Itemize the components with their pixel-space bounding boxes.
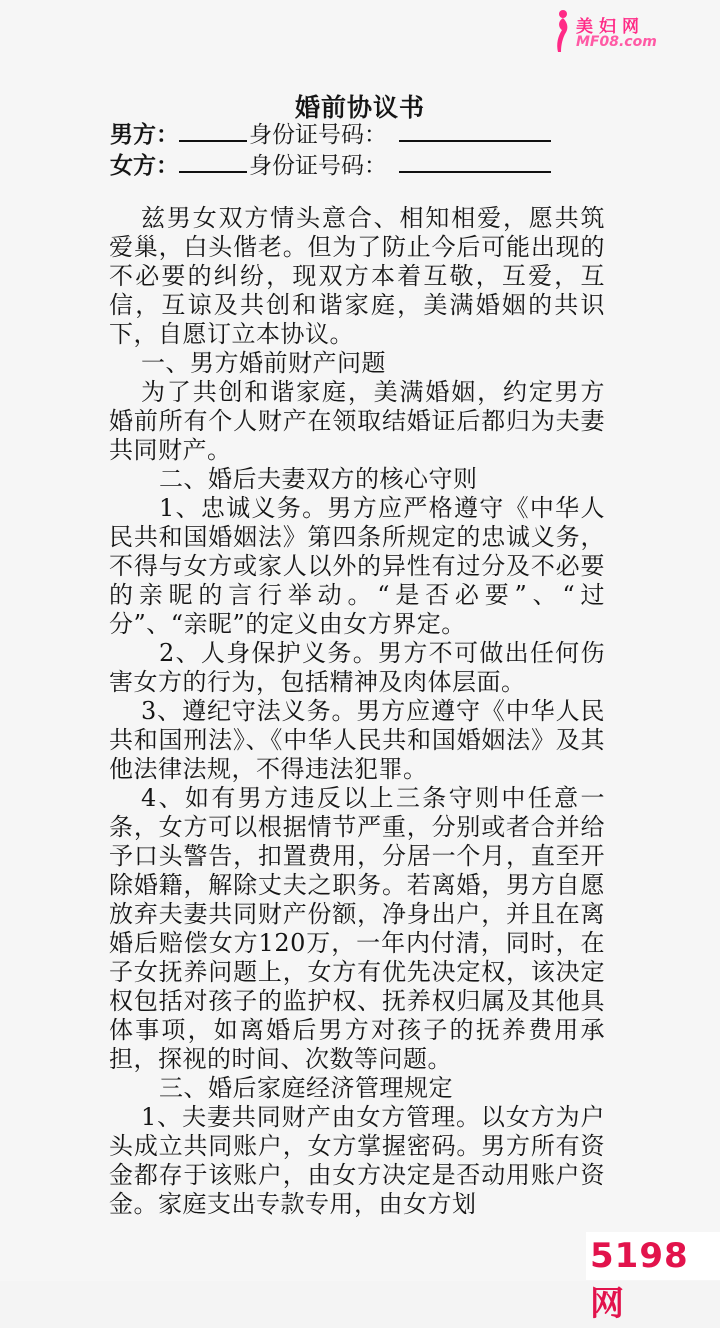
wife-id-blank <box>399 149 551 173</box>
watermark-bottom: 5198网 <box>586 1232 720 1280</box>
section-heading: 二、婚后夫妻双方的核心守则 <box>159 465 478 493</box>
clause-paragraph: 2、人身保护义务。男方不可做出任何伤害女方的行为，包括精神及肉体层面。 <box>109 639 605 696</box>
clause-paragraph: 1、忠诚义务。男方应严格遵守《中华人民共和国婚姻法》第四条所规定的忠诚义务，不得与女方或家人以外的异性有过分及不必要的亲昵的言行举动。“是否必要”、“过分”、“亲昵”的定义由女方界定。 <box>109 494 605 638</box>
wife-line <box>110 149 551 179</box>
document-title: 婚前协议书 <box>294 93 425 122</box>
preamble-paragraph: 兹男女双方情头意合、相知相爱，愿共筑爱巢，白头偕老。但为了防止今后可能出现的不必要的纠纷，现双方本着互敬，互爱，互信，互谅及共创和谐家庭，美满婚姻的共识下，自愿订立本协议。 <box>109 204 605 348</box>
husband-id-blank <box>399 118 551 142</box>
husband-line <box>110 118 551 148</box>
wife-name-blank <box>179 149 247 173</box>
watermark-site-url: MF08.com <box>576 34 657 50</box>
wife-label: 女方： <box>110 152 179 179</box>
husband-label: 男方： <box>110 121 179 148</box>
wife-id-label: 身份证号码： <box>249 153 387 179</box>
clause-paragraph: 4、如有男方违反以上三条守则中任意一条，女方可以根据情节严重，分别或者合并给予口头警告，扣置费用，分居一个月，直至开除婚籍，解除丈夫之职务。若离婚，男方自愿放弃夫妻共同财产份额，净身出户，并且在离婚后赔偿女方120万，一年内付清，同时，在子女抚养问题上，女方有优先决定权，该决定权包括对孩子的监护权、抚养权归属及其他具体事项，如离婚后男方对孩子的抚养费用承担，探视的时间、次数等问题。 <box>109 784 605 1073</box>
section-heading: 三、婚后家庭经济管理规定 <box>159 1074 453 1102</box>
clause-paragraph: 3、遵纪守法义务。男方应遵守《中华人民共和国刑法》、《中华人民共和国婚姻法》及其他法律法规，不得违法犯罪。 <box>109 697 605 783</box>
husband-id-label: 身份证号码： <box>249 122 387 148</box>
clause-paragraph: 为了共创和谐家庭，美满婚姻，约定男方婚前所有个人财产在领取结婚证后都归为夫妻共同财产。 <box>109 378 605 464</box>
clause-paragraph: 1、夫妻共同财产由女方管理。以女方为户头成立共同账户，女方掌握密码。男方所有资金都存于该账户，由女方决定是否动用账户资金。家庭支出专款专用，由女方划 <box>109 1103 605 1218</box>
watermark-logo-top <box>552 6 712 54</box>
watermark-site-name: 美妇网 <box>576 17 645 37</box>
section-heading: 一、男方婚前财产问题 <box>141 349 386 377</box>
husband-name-blank <box>179 118 247 142</box>
woman-figure-icon <box>552 8 574 54</box>
agreement-body <box>109 204 605 1219</box>
